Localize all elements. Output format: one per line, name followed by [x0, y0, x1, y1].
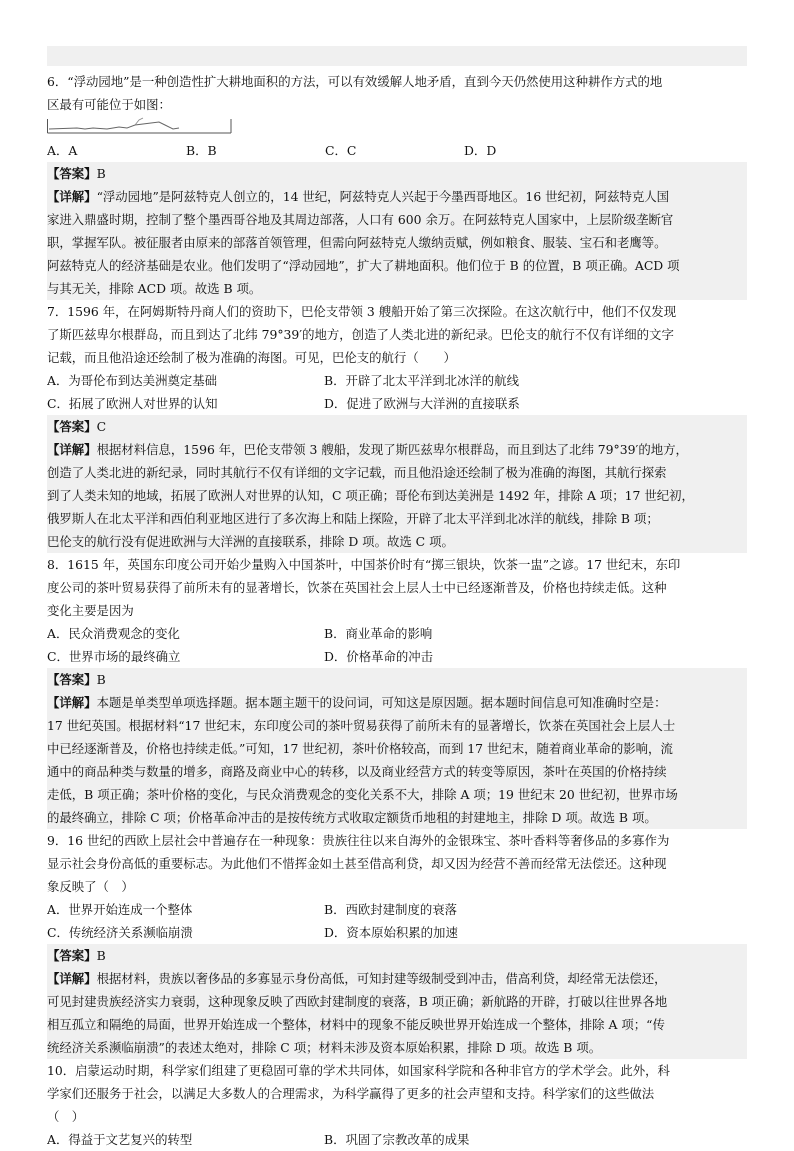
- detail-tag: 【详解】: [47, 442, 97, 457]
- detail-line: 可见封建贵族经济实力衰弱，这种现象反映了西欧封建制度的衰落，B 项正确；新航路的开辟，打破以往世界各地: [47, 990, 747, 1013]
- detail-line: 俄罗斯人在北太平洋和西伯利亚地区进行了多次海上和陆上探险，开辟了北太平洋到北冰洋的航线，排除 B 项；: [47, 507, 747, 530]
- detail-line: 中已经逐渐普及，价格也持续走低。”可知，17 世纪初，茶叶价格较高，而到 17 世纪末，随着商业革命的影响，流: [47, 737, 747, 760]
- option-d[interactable]: D．价格革命的冲击: [324, 649, 434, 664]
- options-row: [47, 1128, 747, 1151]
- detail-line: 阿兹特克人的经济基础是农业。他们发明了“浮动园地”，扩大了耕地面积。他们位于 B 的位置，B 项正确。ACD 项: [47, 254, 747, 277]
- document-page: [47, 46, 747, 1151]
- question-7: [47, 300, 747, 553]
- detail-tag: 【详解】: [47, 189, 97, 204]
- question-6: [47, 70, 747, 300]
- detail-text: “浮动园地”是阿兹特克人创立的，14 世纪，阿兹特克人兴起于今墨西哥地区。16 世纪初，阿兹特克人国: [96, 189, 670, 204]
- option-c[interactable]: C．世界市场的最终确立: [47, 649, 181, 664]
- answer-value: C: [96, 419, 107, 434]
- detail-line: 创造了人类北进的新纪录，同时其航行不仅有详细的文字记载，而且他沿途还绘制了极为准确的海图，其航行探索: [47, 461, 747, 484]
- option-d[interactable]: D．资本原始积累的加速: [324, 925, 458, 940]
- question-stem: （ ）: [47, 1109, 85, 1124]
- detail-line: 17 世纪英国。根据材料“17 世纪末，东印度公司的茶叶贸易获得了前所未有的显著增长，饮茶在英国社会上层人士: [47, 714, 747, 737]
- answer-value: B: [96, 672, 106, 687]
- answer-tag: 【答案】: [47, 948, 97, 963]
- detail-tag: 【详解】: [47, 695, 97, 710]
- question-stem: 变化主要是因为: [47, 603, 134, 618]
- map-sketch-icon: [47, 117, 237, 135]
- detail-line: 统经济关系濒临崩溃”的表述太绝对，排除 C 项；材料未涉及资本原始积累，排除 D 项。故选 B 项。: [47, 1036, 747, 1059]
- question-stem: 学家们还服务于社会，以满足大多数人的合理需求，为科学赢得了更多的社会声望和支持。科学家们的这些做法: [47, 1086, 655, 1101]
- options-row: [47, 622, 747, 645]
- answer-line: [47, 162, 747, 185]
- option-a[interactable]: A．为哥伦布到达美洲奠定基础: [47, 373, 218, 388]
- header-shading: [47, 46, 747, 66]
- question-stem: 10．启蒙运动时期，科学家们组建了更稳固可靠的学术共同体，如国家科学院和各种非官方的学术学会。此外，科: [47, 1063, 670, 1078]
- answer-value: B: [96, 166, 106, 181]
- option-b[interactable]: B．商业革命的影响: [324, 626, 433, 641]
- answer-tag: 【答案】: [47, 419, 97, 434]
- question-stem: 8．1615 年，英国东印度公司开始少量购入中国茶叶，中国茶价时有“掷三银块，饮茶一盅”之谚。17 世纪末，东印: [47, 557, 681, 572]
- answer-tag: 【答案】: [47, 166, 97, 181]
- option-c[interactable]: C．C: [325, 143, 357, 158]
- question-9: [47, 829, 747, 1059]
- detail-line: 家进入鼎盛时期，控制了整个墨西哥谷地及其周边部落，人口有 600 余万。在阿兹特克人国家中，上层阶级垄断官: [47, 208, 747, 231]
- option-d[interactable]: D．促进了欧洲与大洋洲的直接联系: [324, 396, 520, 411]
- options-row: [47, 921, 747, 944]
- question-10: [47, 1059, 747, 1151]
- answer-value: B: [96, 948, 106, 963]
- question-8: [47, 553, 747, 829]
- option-b[interactable]: B．B: [186, 143, 217, 158]
- detail-line: 职，掌握军队。被征服者由原来的部落首领管理，但需向阿兹特克人缴纳贡赋，例如粮食、服装、宝石和老鹰等。: [47, 231, 747, 254]
- detail-line: 巴伦支的航行没有促进欧洲与大洋洲的直接联系，排除 D 项。故选 C 项。: [47, 530, 747, 553]
- question-stem: 9．16 世纪的西欧上层社会中普遍存在一种现象：贵族往往以来自海外的金银珠宝、茶叶香料等奢侈品的多寡作为: [47, 833, 670, 848]
- detail-line: [47, 438, 747, 461]
- option-a[interactable]: A．A: [47, 143, 78, 158]
- question-stem: 区最有可能位于如图：: [47, 97, 171, 112]
- detail-line: 与其无关，排除 ACD 项。故选 B 项。: [47, 277, 747, 300]
- detail-line: [47, 967, 747, 990]
- option-d[interactable]: D．D: [464, 143, 497, 158]
- question-stem: 7．1596 年，在阿姆斯特丹商人们的资助下，巴伦支带领 3 艘船开始了第三次探险。在这次航行中，他们不仅发现: [47, 304, 677, 319]
- answer-tag: 【答案】: [47, 672, 97, 687]
- question-stem: 记载，而且他沿途还绘制了极为准确的海图。可见，巴伦支的航行（ ）: [47, 350, 456, 365]
- detail-line: 走低，B 项正确；茶叶价格的变化，与民众消费观念的变化关系不大，排除 A 项；19 世纪末 20 世纪初，世界市场: [47, 783, 747, 806]
- option-b[interactable]: B．开辟了北太平洋到北冰洋的航线: [324, 373, 519, 388]
- detail-line: 相互孤立和隔绝的局面，世界开始连成一个整体，材料中的现象不能反映世界开始连成一个整体，排除 A 项；“传: [47, 1013, 747, 1036]
- detail-line: 通中的商品种类与数量的增多，商路及商业中心的转移，以及商业经营方式的转变等原因，茶叶在英国的价格持续: [47, 760, 747, 783]
- question-stem: 度公司的茶叶贸易获得了前所未有的显著增长，饮茶在英国社会上层人士中已经逐渐普及，价格也持续走低。这种: [47, 580, 667, 595]
- detail-text: 根据材料，贵族以奢侈品的多寡显示身份高低，可知封建等级制受到冲击，借高利贷，却经常无法偿还，: [96, 971, 667, 986]
- answer-line: [47, 668, 747, 691]
- detail-text: 本题是单类型单项选择题。据本题主题干的设问词，可知这是原因题。据本题时间信息可知准确时空是：: [96, 695, 667, 710]
- question-stem: 显示社会身份高低的重要标志。为此他们不惜挥金如土甚至借高利贷，却又因为经营不善而经常无法偿还。这种现: [47, 856, 667, 871]
- detail-line: 到了人类未知的地域，拓展了欧洲人对世界的认知，C 项正确；哥伦布到达美洲是 1492 年，排除 A 项；17 世纪初，: [47, 484, 747, 507]
- option-c[interactable]: C．传统经济关系濒临崩溃: [47, 925, 193, 940]
- options-row: [47, 392, 747, 415]
- detail-line: [47, 691, 747, 714]
- detail-line: 的最终确立，排除 C 项；价格革命冲击的是按传统方式收取定额货币地租的封建地主，排除 D 项。故选 B 项。: [47, 806, 747, 829]
- option-b[interactable]: B．巩固了宗教改革的成果: [324, 1132, 470, 1147]
- question-stem: 象反映了（ ）: [47, 879, 134, 894]
- detail-tag: 【详解】: [47, 971, 97, 986]
- map-figure: [47, 116, 747, 139]
- options-row: [47, 139, 747, 162]
- option-c[interactable]: C．拓展了欧洲人对世界的认知: [47, 396, 218, 411]
- options-row: [47, 369, 747, 392]
- option-b[interactable]: B．西欧封建制度的衰落: [324, 902, 458, 917]
- detail-text: 根据材料信息，1596 年，巴伦支带领 3 艘船，发现了斯匹兹卑尔根群岛，而且到达了北纬 79°39′的地方，: [96, 442, 688, 457]
- option-a[interactable]: A．民众消费观念的变化: [47, 626, 180, 641]
- detail-line: [47, 185, 747, 208]
- answer-line: [47, 944, 747, 967]
- option-a[interactable]: A．世界开始连成一个整体: [47, 902, 193, 917]
- answer-line: [47, 415, 747, 438]
- options-row: [47, 898, 747, 921]
- question-stem: 6．“浮动园地”是一种创造性扩大耕地面积的方法，可以有效缓解人地矛盾，直到今天仍然使用这种耕作方式的地: [47, 74, 663, 89]
- option-a[interactable]: A．得益于文艺复兴的转型: [47, 1132, 193, 1147]
- question-stem: 了斯匹兹卑尔根群岛，而且到达了北纬 79°39′的地方，创造了人类北进的新纪录。巴伦支的航行不仅有详细的文字: [47, 327, 674, 342]
- options-row: [47, 645, 747, 668]
